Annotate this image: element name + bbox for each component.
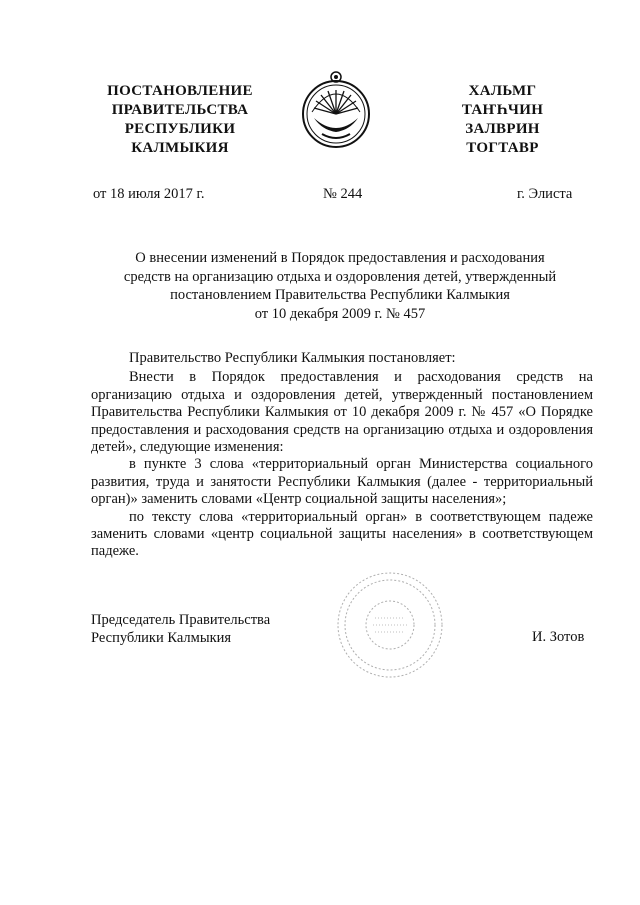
header-right-line: ТОГТАВР [466, 140, 539, 156]
signatory-position-line: Председатель Правительства [91, 612, 271, 628]
header-right-line: ЗАЛВРИН [465, 121, 540, 137]
title-line: средств на организацию отдыха и оздоровления детей, утвержденный [123, 268, 557, 285]
document-number: № 244 [323, 186, 363, 202]
official-seal-stamp [335, 570, 445, 680]
header-left-line: ПОСТАНОВЛЕНИЕ [107, 83, 253, 99]
signatory-position-line: Республики Калмыкия [91, 630, 232, 646]
body-paragraph: Внести в Порядок предоставления и расходования средств на организацию отдыха и оздоровления детей, утвержденный постановлением Правительства Республики Калмыкия от 10 декабря 2009 г. № 457 «О Порядке предоставления и расходования средств на организацию отдыха и оздоровления детей», следующие изменения: [91, 369, 593, 456]
signatory-position [91, 611, 270, 647]
body-paragraph: по тексту слова «территориальный орган» в соответствующем падеже заменить словами «центр социальной защиты населения» в соответствующем падеже. [91, 508, 593, 560]
title-line: от 10 декабря 2009 г. № 457 [254, 305, 426, 322]
header-left-line: КАЛМЫКИЯ [131, 140, 229, 156]
body-paragraph: в пункте 3 слова «территориальный орган Министерства социального развития, труда и занятости Республики Калмыкия (далее - территориальный орган)» заменить словами «Центр социальной защиты населения»; [91, 456, 593, 508]
document-title [80, 249, 600, 323]
document-city: г. Элиста [517, 186, 573, 202]
header-right-line: ХАЛЬМГ [468, 83, 537, 99]
coat-of-arms-emblem [300, 68, 372, 152]
decree-line: Правительство Республики Калмыкия постановляет: [129, 350, 456, 366]
document-body [91, 350, 593, 561]
title-line: постановлением Правительства Республики Калмыкия [170, 287, 510, 303]
document-date: от 18 июля 2017 г. [93, 186, 205, 202]
signatory-name: И. Зотов [532, 629, 585, 645]
header-left-line: ПРАВИТЕЛЬСТВА [111, 102, 249, 118]
title-line: О внесении изменений в Порядок предоставления и расходования [135, 250, 545, 266]
header-title-kalmyk [430, 82, 575, 158]
header-right-line: ТАҤҺЧИН [461, 102, 544, 118]
header-left-line: РЕСПУБЛИКИ [124, 121, 236, 137]
header-title-russian [80, 82, 280, 158]
